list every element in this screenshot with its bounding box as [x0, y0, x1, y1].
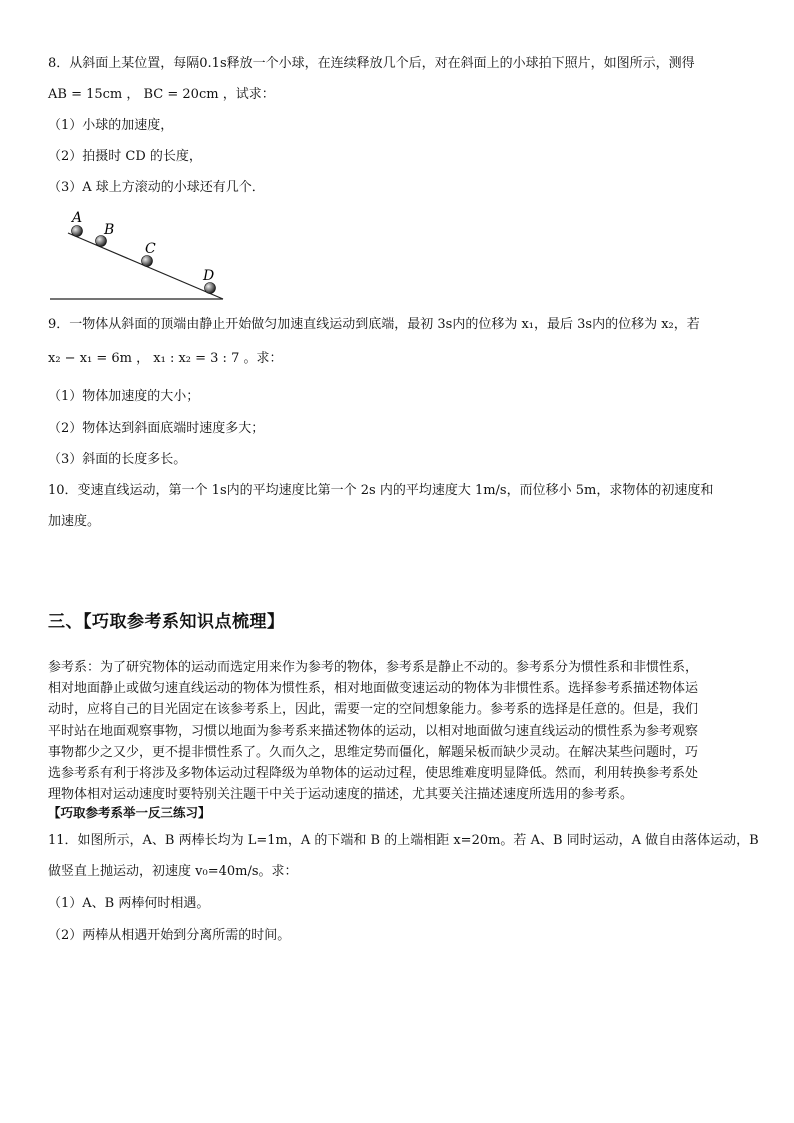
- paragraph-line: 事物都少之又少，更不提非惯性系了。久而久之，思维定势而僵化，解题呆板而缺少灵动。在解决某些问题时，巧: [48, 744, 699, 760]
- q8-stem-line2: AB = 15cm ， BC = 20cm ，试求：: [48, 87, 275, 102]
- q11-stem-line2: 做竖直上抛运动，初速度 v₀=40m/s。求：: [48, 864, 298, 879]
- paragraph-line: 平时站在地面观察事物，习惯以地面为参考系来描述物体的运动，以相对地面做匀速直线运动的惯性系为参考观察: [48, 723, 699, 739]
- q9-stem-line2: x₂ − x₁ = 6m ， x₁ : x₂ = 3 : 7 。求：: [48, 351, 283, 366]
- ball-c: [142, 256, 153, 267]
- q9-sub-3: （3）斜面的长度多长。: [48, 452, 187, 467]
- practice-heading: 【巧取参考系举一反三练习】: [48, 805, 211, 820]
- label-d: D: [203, 268, 215, 284]
- incline-figure: [48, 206, 228, 308]
- section-title: 三、【巧取参考系知识点梳理】: [48, 612, 285, 632]
- q10-stem-line2: 加速度。: [48, 514, 101, 529]
- q11-stem-line1: 11．如图所示，A、B 两棒长均为 L=1m，A 的下端和 B 的上端相距 x=20m。若 A、B 同时运动，A 做自由落体运动，B: [48, 833, 759, 848]
- paragraph-line: 相对地面静止或做匀速直线运动的物体为惯性系，相对地面做变速运动的物体为非惯性系。选择参考系描述物体运: [48, 681, 699, 697]
- q9-sub-1: （1）物体加速度的大小；: [48, 389, 200, 404]
- ball-d: [205, 283, 216, 294]
- q11-sub-2: （2）两棒从相遇开始到分离所需的时间。: [48, 928, 291, 943]
- q10-stem-line1: 10．变速直线运动，第一个 1s内的平均速度比第一个 2s 内的平均速度大 1m/s，而位移小 5m，求物体的初速度和: [48, 483, 714, 498]
- q8-stem-line1: 8．从斜面上某位置，每隔0.1s释放一个小球，在连续释放几个后，对在斜面上的小球拍下照片，如图所示，测得: [48, 56, 695, 71]
- label-b: B: [104, 222, 115, 238]
- q9-sub-2: （2）物体达到斜面底端时速度多大；: [48, 421, 265, 436]
- paragraph-line: 动时，应将自己的目光固定在该参考系上，因此，需要一定的空间想象能力。参考系的选择是任意的。但是，我们: [48, 702, 699, 718]
- q8-sub-2: （2）拍摄时 CD 的长度，: [48, 149, 202, 164]
- label-a: A: [72, 210, 83, 226]
- paragraph-line: 参考系：为了研究物体的运动而选定用来作为参考的物体，参考系是静止不动的。参考系分为惯性系和非惯性系，: [48, 660, 699, 675]
- q8-sub-1: （1）小球的加速度，: [48, 118, 174, 133]
- q11-sub-1: （1）A、B 两棒何时相遇。: [48, 896, 210, 911]
- paragraph-line: 选参考系有利于将涉及多物体运动过程降级为单物体的运动过程，使思维难度明显降低。然而，利用转换参考系处: [48, 766, 699, 782]
- q9-stem-line1: 9．一物体从斜面的顶端由静止开始做匀加速直线运动到底端，最初 3s内的位移为 x₁，最后 3s内的位移为 x₂，若: [48, 317, 700, 332]
- q8-sub-3: （3）A 球上方滚动的小球还有几个．: [48, 180, 265, 195]
- paragraph-line: 理物体相对运动速度时要特别关注题干中关于运动速度的描述，尤其要关注描述速度所选用的参考系。: [48, 787, 634, 803]
- reference-frame-paragraph: [48, 657, 756, 805]
- ball-a: [72, 226, 83, 237]
- label-c: C: [145, 241, 156, 257]
